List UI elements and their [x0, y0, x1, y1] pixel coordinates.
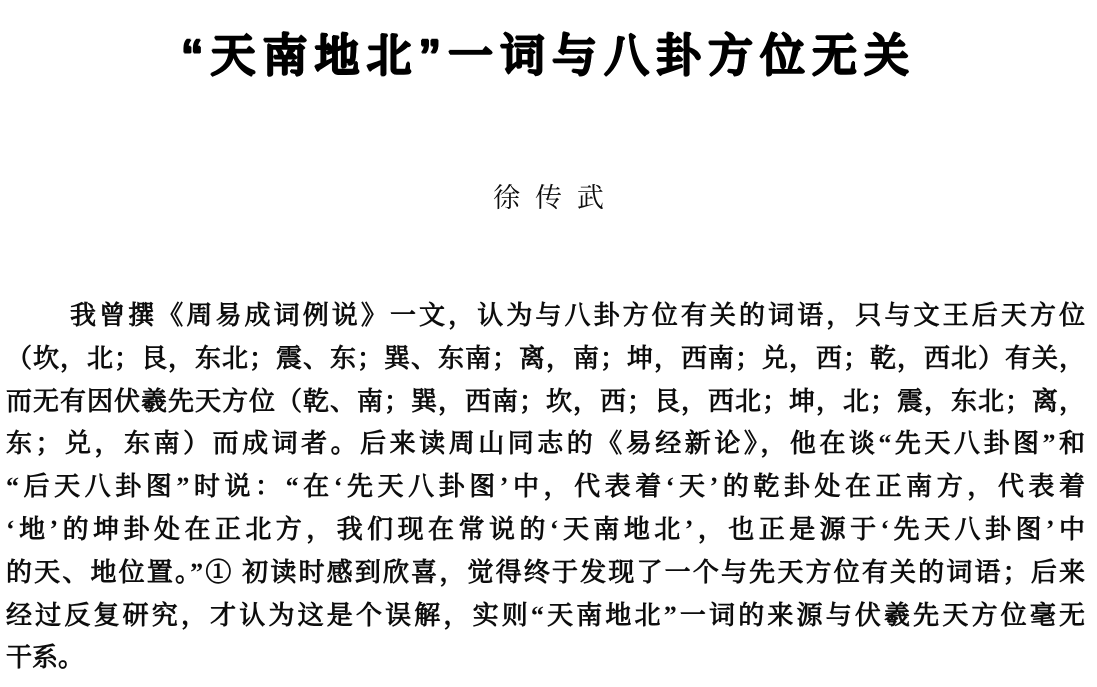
paragraph-line: （坎，北；艮，东北；震、东；巽、东南；离，南；坤，西南；兑，西；乾，西北）有关，	[6, 343, 1085, 373]
paragraph-line: 我曾撰《周易成词例说》一文，认为与八卦方位有关的词语，只与文王后天方位	[70, 301, 1085, 330]
article-body	[0, 295, 1097, 680]
author-name: 徐传武	[493, 183, 619, 213]
paragraph-line: ‘地’的坤卦处在正北方，我们现在常说的‘天南地北’，也正是源于‘先天八卦图’中	[6, 514, 1085, 544]
paragraph-line: 东；兑，东南）而成词者。后来读周山同志的《易经新论》，他在谈“先天八卦图”和	[6, 429, 1085, 459]
paragraph-line: 而无有因伏羲先天方位（乾、南；巽，西南；坎，西；艮，西北；坤，北；震，东北；离，	[6, 386, 1085, 416]
paragraph-line: 的天、地位置。”① 初读时感到欣喜，觉得终于发现了一个与先天方位有关的词语；后来	[6, 557, 1085, 587]
paragraph-line: 经过反复研究，才认为这是个误解，实则“天南地北”一词的来源与伏羲先天方位毫无	[6, 600, 1085, 630]
paragraph-line: “后天八卦图”时说：“在‘先天八卦图’中，代表着‘天’的乾卦处在正南方，代表着	[6, 472, 1085, 502]
paragraph-line: 干系。	[6, 643, 85, 673]
article-title: “天南地北”一词与八卦方位无关	[180, 30, 916, 81]
